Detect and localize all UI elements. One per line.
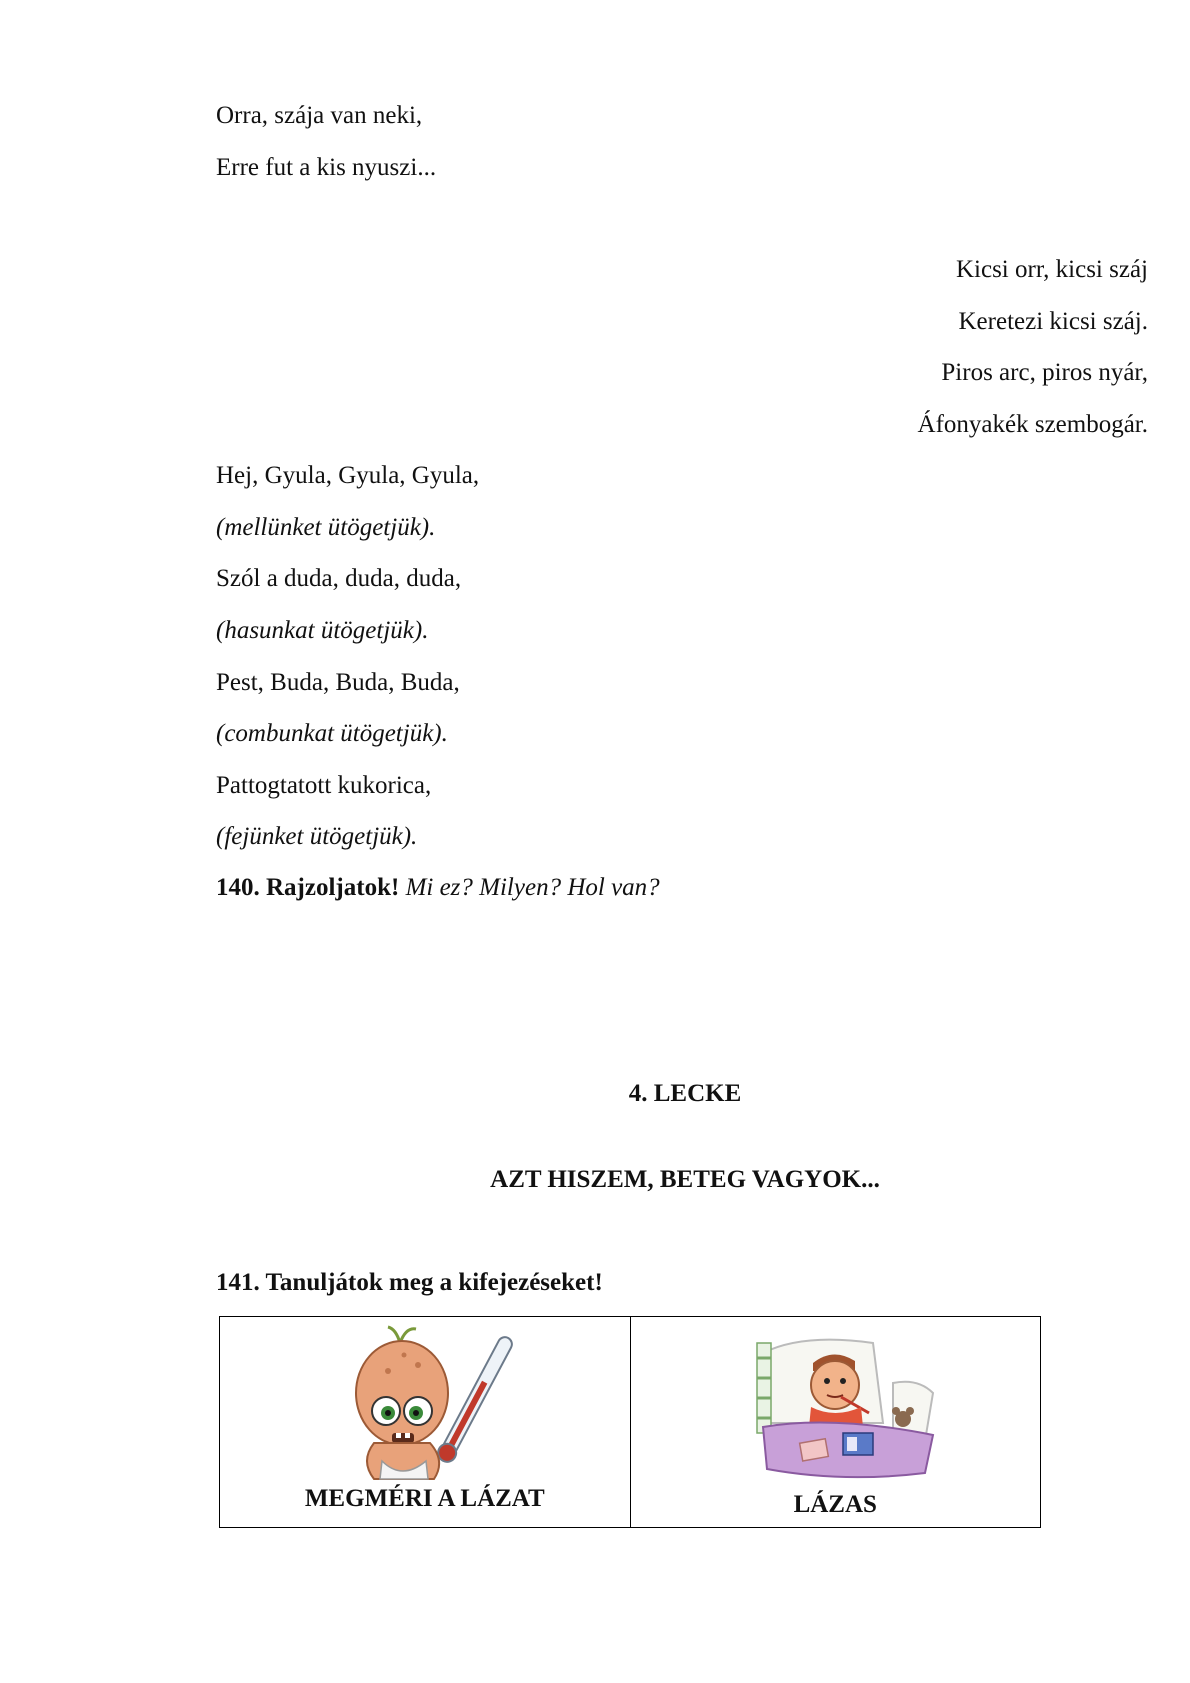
song-action: (hasunkat ütögetjük). — [216, 617, 429, 644]
task-140-questions: Mi ez? Milyen? Hol van? — [405, 874, 660, 901]
expression-cell-measure-fever — [220, 1317, 631, 1528]
expression-caption: MEGMÉRI A LÁZAT — [304, 1485, 545, 1512]
song-action: (fejünket ütögetjük). — [216, 823, 418, 850]
poem2-line-4: Áfonyakék szembogár. — [917, 411, 1148, 438]
sick-child-in-bed-icon — [743, 1323, 943, 1483]
expression-caption: LÁZAS — [793, 1491, 877, 1518]
poem1-line-2: Erre fut a kis nyuszi... — [216, 154, 437, 181]
expression-cell-feverish — [630, 1317, 1041, 1528]
task-141-title: 141. Tanuljátok meg a kifejezéseket! — [216, 1269, 603, 1296]
song-line: Pattogtatott kukorica, — [216, 772, 432, 799]
thermometer-baby-icon — [330, 1321, 520, 1486]
poem2-line-3: Piros arc, piros nyár, — [941, 359, 1148, 386]
poem2-line-2: Keretezi kicsi száj. — [958, 308, 1148, 335]
song-line: Hej, Gyula, Gyula, Gyula, — [216, 462, 480, 489]
poem1-line-1: Orra, szája van neki, — [216, 102, 423, 129]
lesson-title: AZT HISZEM, BETEG VAGYOK... — [490, 1166, 880, 1193]
song-action: (mellünket ütögetjük). — [216, 514, 436, 541]
task-140-number: 140. Rajzoljatok! — [216, 874, 400, 901]
task-140 — [216, 873, 660, 903]
lesson-number: 4. LECKE — [628, 1080, 742, 1107]
song-line: Szól a duda, duda, duda, — [216, 565, 462, 592]
song-action: (combunkat ütögetjük). — [216, 720, 448, 747]
expressions-table — [219, 1316, 1041, 1528]
song-line: Pest, Buda, Buda, Buda, — [216, 669, 460, 696]
poem2-line-1: Kicsi orr, kicsi száj — [955, 256, 1148, 283]
